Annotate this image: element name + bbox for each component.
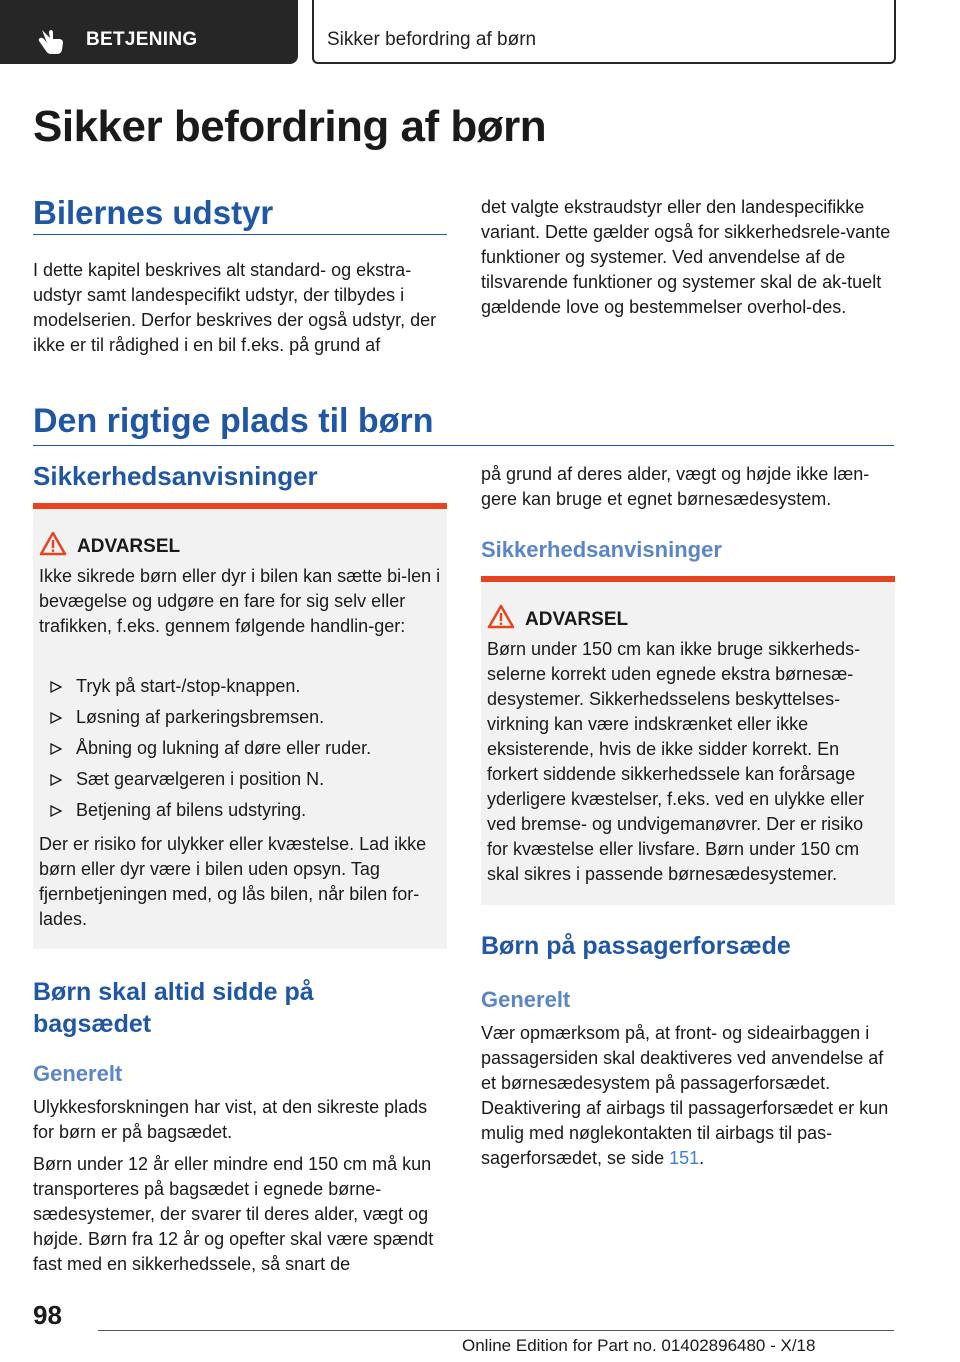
section-label: BETJENING: [86, 29, 198, 50]
page-header: [0, 0, 960, 66]
warning-title: ADVARSEL: [77, 536, 181, 557]
list-item: Tryk på start-/stop-knappen.: [39, 674, 441, 705]
warning-triangle-icon: [39, 531, 67, 556]
list-item: Betjening af bilens udstyring.: [39, 798, 441, 829]
warning-box-left: [33, 503, 447, 949]
section-heading-bilernes-udstyr: Bilernes udstyr: [33, 194, 274, 231]
subheading-boern-bagsaedet: Børn skal altid sidde på bagsædet: [33, 978, 314, 1038]
warning-triangle-icon: [487, 604, 515, 629]
warning-text: Børn under 150 cm kan ikke bruge sikkerheds-selerne korrekt uden egnede ekstra børnesæ-desystemer. Sikkerhedsselens beskyttelses-virkning kan være indskrænket eller ikke eksisterende, hvis de ikke sidder korrekt. En forkert siddende sikkerhedssele kan forårsage yderligere kvæstelser, f.eks. ved en ulykke eller ved bremse- og undvigemanøvrer. Der er risiko for kvæstelse eller livsfare. Børn under 150 cm skal sikres i passende børnesædesystemer.: [487, 639, 865, 884]
paragraph-airbag: Vær opmærksom på, at front- og sideairbaggen i passagersiden skal deaktiveres ved anvendelse af et børnesædesystem på passagerforsædet. Deaktivering af airbags til passagerforsædet er kun mulig med nøglekontakten til airbags til pas-sagerforsædet, se side 151.: [481, 1023, 889, 1168]
page-title: Sikker befordring af børn: [33, 102, 547, 151]
paragraph-left: I dette kapitel beskrives alt standard- og ekstra-udstyr samt landespecifikt udstyr, der tilbydes i modelserien. Derfor beskrives der også udstyr, der ikke er til rådighed i en bil f.eks. på grund af: [33, 260, 437, 355]
footer-edition: Online Edition for Part no. 01402896480 - X/18: [462, 1336, 816, 1355]
bullet-triangle-icon: [50, 774, 62, 786]
hand-pointer-icon: [36, 24, 68, 56]
subheading-sikkerhedsanvisninger-right: Sikkerhedsanvisninger: [481, 537, 722, 562]
section-heading-rigtige-plads: Den rigtige plads til børn: [33, 402, 434, 440]
warning-outro: Der er risiko for ulykker eller kvæstelse. Lad ikke børn eller dyr være i bilen uden opsyn. Tag fjernbetjeningen med, og lås bilen, når bilen for-lades.: [39, 834, 427, 929]
warning-box-right: [481, 576, 895, 905]
subheading-sikkerhedsanvisninger-left: Sikkerhedsanvisninger: [33, 461, 318, 491]
footer-rule: [98, 1330, 894, 1331]
subheading-boern-passagersaede: Børn på passagerforsæde: [481, 932, 791, 960]
bullet-triangle-icon: [50, 743, 62, 755]
paragraph-ulykkesforskning: Ulykkesforskningen har vist, at den sikreste plads for børn er på bagsædet.: [33, 1097, 428, 1142]
warning-intro: Ikke sikrede børn eller dyr i bilen kan sætte bi-len i bevægelse og udgøre en fare for sig selv eller trafikken, f.eks. gennem følgende handlin-ger:: [39, 566, 441, 636]
chapter-label: Sikker befordring af børn: [327, 29, 537, 50]
paragraph-right: det valgte ekstraudstyr eller den landespecifikke variant. Dette gælder også for sikkerhedsrele-vante funktioner og systemer. Ved anvendelse af de tilsvarende funktioner og systemer skal de ak-tuelt gældende love og bestemmelser overhol-des.: [481, 197, 891, 317]
subheading-generelt-left: Generelt: [33, 1061, 123, 1086]
bullet-triangle-icon: [50, 805, 62, 817]
list-item: Åbning og lukning af døre eller ruder.: [39, 736, 441, 767]
list-item: Sæt gearvælgeren i position N.: [39, 767, 441, 798]
warning-title: ADVARSEL: [525, 609, 629, 630]
list-item: Løsning af parkeringsbremsen.: [39, 705, 441, 736]
warning-list: [39, 674, 441, 829]
bullet-triangle-icon: [50, 681, 62, 693]
section-tab: [0, 0, 298, 64]
paragraph-boern-under-12: Børn under 12 år eller mindre end 150 cm må kun transporteres på bagsædet i egnede børne-sædesystemer, der svarer til deres alder, vægt og højde. Børn fra 12 år og opefter skal være spændt fast med en sikkerhedssele, så snart de: [33, 1154, 434, 1274]
page-reference-link[interactable]: 151: [669, 1148, 700, 1168]
subheading-generelt-right: Generelt: [481, 987, 571, 1012]
section-rule: [33, 445, 894, 446]
page-number: 98: [33, 1300, 62, 1330]
bullet-triangle-icon: [50, 712, 62, 724]
paragraph-right-continued: på grund af deres alder, vægt og højde ikke læn-gere kan bruge et egnet børnesædesystem.: [481, 464, 870, 509]
chapter-tab: [312, 0, 896, 64]
heading-rule: [33, 234, 447, 235]
